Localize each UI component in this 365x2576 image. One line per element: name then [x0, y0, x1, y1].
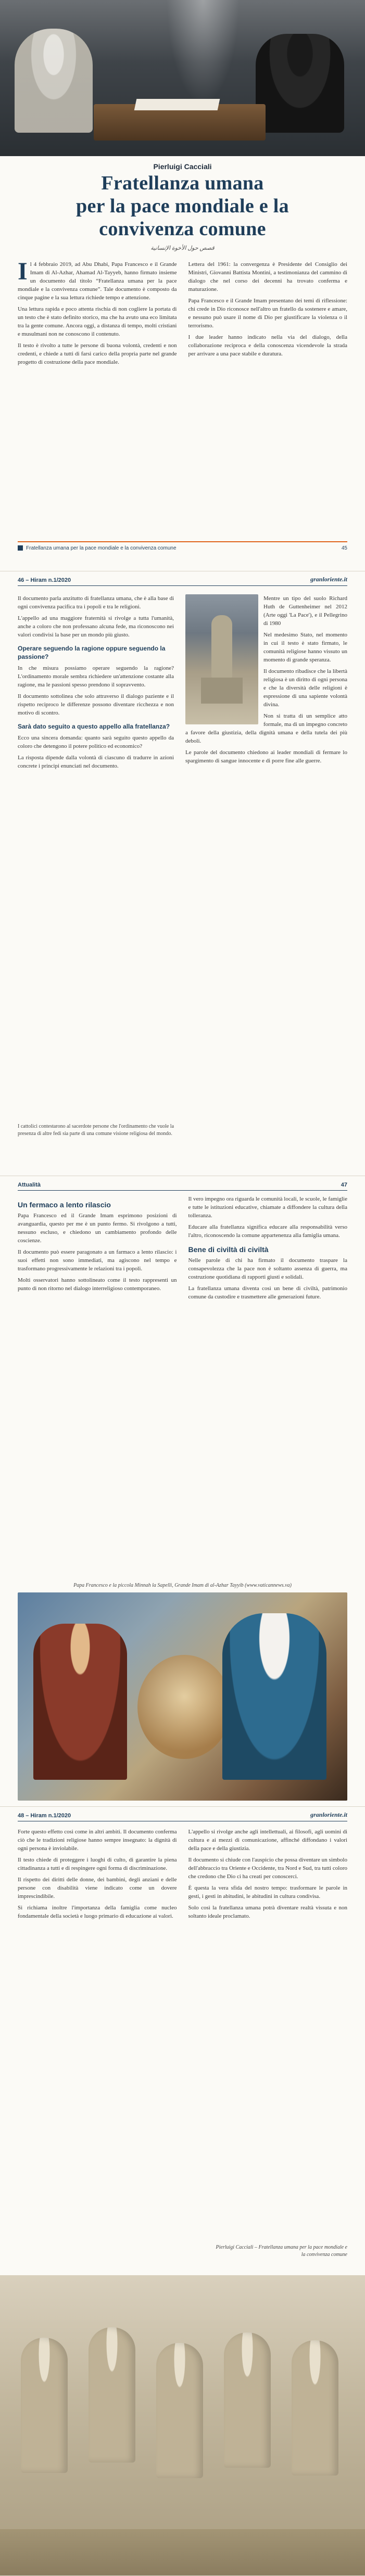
runhead-issue: 48 – Hiram n.1/2020	[18, 1813, 71, 1819]
author-signature: Pierluigi Cacciali – Fratellanza umana per la pace mondiale e la convivenza comune	[216, 2245, 347, 2258]
page-footer	[18, 541, 347, 554]
page-2	[0, 571, 365, 1176]
column-left	[18, 1828, 177, 1923]
article-subtitle: قصص حول الأخوة الإنسانية	[150, 245, 215, 251]
page-number: 47	[341, 1182, 347, 1188]
paragraph: Il documento ribadisce che la libertà religiosa è un diritto di ogni persona e che la diversità delle religioni è espressione di una sapiente volontà divina.	[263, 668, 347, 708]
page-4	[0, 1807, 365, 2576]
article-columns	[18, 1195, 347, 1304]
paragraph: Non si tratta di un semplice atto formale, ma di un impegno concreto a favore della giustizia, della dignità umana e della tutela dei più deboli.	[185, 713, 347, 744]
running-header	[18, 1176, 347, 1191]
paragraph: Ecco una sincera domanda: quanto sarà seguito questo appello da coloro che detengono il potere politico ed economico?	[18, 735, 174, 749]
column-right	[185, 594, 347, 768]
footer-title-text: Fratellanza umana per la pace mondiale e la convivenza comune	[26, 545, 177, 551]
column-left	[18, 260, 177, 489]
paragraph: Nel medesimo Stato, nel momento in cui il testo è stato firmato, le comunità religiose hanno vissuto un momento di grande speranza.	[263, 632, 347, 663]
column-right	[188, 1195, 348, 1304]
page-number: 45	[341, 545, 347, 551]
paragraph: La fratellanza umana diventa così un bene di civiltà, patrimonio comune da custodire e trasmettere alle generazioni future.	[188, 1285, 347, 1300]
paragraph: L'appello ad una maggiore fraternità si rivolge a tutta l'umanità, anche a coloro che non professano alcuna fede, ma riconoscono nei valori condivisi la base per un mondo più giusto.	[18, 615, 174, 638]
section-heading: Un fermaco a lento rilascio	[18, 1201, 111, 1209]
photo-caption: Papa Francesco e la piccola Minnah la Sapelli, Grande Imam di al-Azhar Tayyib (www.vaticannews.va)	[73, 1583, 292, 1588]
paragraph: Papa Francesco ed il Grande Imam esprimono posizioni di avanguardia, questo per me è un punto fermo. Si rivolgono a tutti, nessuno escluso, e chiedono un cambiamento profondo delle coscienze.	[18, 1213, 177, 1244]
paragraph: Nelle parole di chi ha firmato il documento traspare la consapevolezza che la pace non è soltanto assenza di guerra, ma costruzione quotidiana di rapporti giusti e solidali.	[188, 1257, 347, 1280]
paragraph: In che misura possiamo operare seguendo la ragione? L'ordinamento morale sembra richiedere un'attenzione costante alla ragione, ma le passioni spesso prendono il sopravvento.	[18, 665, 174, 688]
paragraph: Lettera del 1961: la convergenza è Presidente del Consiglio dei Ministri, Giovanni Battista Montini, a testimonianza del cammino di dialogo che nel corso dei decenni ha trovato conferma e maturazione.	[188, 261, 347, 292]
article-body	[18, 1195, 347, 1304]
column-left	[18, 1195, 177, 1304]
paragraph: Il testo è rivolto a tutte le persone di buona volontà, credenti e non credenti, e chiede a tutti di farsi carico della propria parte nel grande progetto di costruzione della pace mondiale.	[18, 342, 177, 365]
monument-photo	[185, 594, 258, 724]
hero-light	[167, 0, 240, 104]
runhead-section: Attualità	[18, 1182, 41, 1188]
paragraph: Le parole del documento chiedono ai leader mondiali di fermare lo spargimento di sangue innocente e di porre fine alle guerre.	[185, 749, 347, 764]
title-line-3: convivenza comune	[99, 218, 266, 240]
document-paper	[134, 99, 220, 110]
article-columns	[18, 1828, 347, 1923]
figure-right	[222, 1613, 326, 1780]
paragraph: È questa la vera sfida del nostro tempo: trasformare le parole in gesti, i gesti in abitudini, le abitudini in cultura condivisa.	[188, 1885, 347, 1899]
page-3	[0, 1176, 365, 1807]
relief-figure	[89, 2327, 135, 2463]
relief-sculpture-photo	[0, 2275, 365, 2576]
runhead-site: granloriente.it	[310, 1811, 347, 1818]
paragraph: Il documento sottolinea che solo attraverso il dialogo paziente e il rispetto reciproco le differenze possono diventare ricchezza e non motivo di scontro.	[18, 693, 174, 716]
paragraph: Il 4 febbraio 2019, ad Abu Dhabi, Papa Francesco e il Grande Imam di Al-Azhar, Ahamad Al-Tayyeb, hanno firmato insieme un documento dal titolo “Fratellanza umana per la pace mondiale e la convivenza comune”. Tale documento è composto da cinque pagine e la sua lettura richiede tempo e attenzione.	[18, 258, 177, 301]
paragraph: Solo così la fratellanza umana potrà diventare realtà vissuta e non soltanto ideale proclamato.	[188, 1905, 347, 1919]
figure-dark-robe	[256, 34, 344, 133]
figure-white-robe	[15, 29, 93, 133]
photo-caption: Mentre un tipo del suolo Richard Huth de Guttenheimer nel 2012 (Arte oggi 'La Pace'), e il Pellegrino di 1980	[263, 595, 347, 627]
paragraph: Molti osservatori hanno sottolineato come il testo rappresenti un punto di non ritorno nel dialogo interreligioso contemporaneo.	[18, 1277, 177, 1292]
footnote: I cattolici contestarono al sacerdote persone che l'ordinamento che vuole la presenza di altre fedi sia parte di una comune visione religiosa del mondo.	[18, 1124, 174, 1137]
question-heading: Sarà dato seguito a questo appello alla fratellanza?	[18, 723, 170, 730]
column-right	[188, 1828, 348, 1923]
paragraph: Il documento può essere paragonato a un farmaco a lento rilascio: i suoi effetti non sono immediati, ma agiscono nel tempo e trasformano progressivamente le relazioni tra i popoli.	[18, 1249, 177, 1272]
page-1	[0, 0, 365, 571]
relief-figure	[292, 2340, 338, 2476]
square-icon	[18, 545, 23, 551]
running-header	[18, 571, 347, 586]
paragraph: Si richiama inoltre l'importanza della famiglia come nucleo fondamentale della società e luogo primario di educazione ai valori.	[18, 1905, 177, 1919]
paragraph: Una lettura rapida e poco attenta rischia di non cogliere la portata di un testo che è stato definito storico, ma che ha avuto una eco limitata tra la gente comune. Ancora oggi, a distanza di tempo, molti cristiani e musulmani non ne conoscono il contenuto.	[18, 306, 177, 337]
relief-base	[0, 2529, 365, 2576]
running-header	[18, 1807, 347, 1821]
title-line-1: Fratellanza umana	[101, 172, 264, 194]
article-title	[0, 172, 365, 240]
column-right	[188, 260, 348, 489]
paragraph: Papa Francesco e il Grande Imam presentano dei temi di riflessione: chi crede in Dio riconosce nell'altro un fratello da sostenere e amare, e nessuno può usare il nome di Dio per giustificare la violenza o il terrorismo.	[188, 298, 347, 329]
article-columns	[18, 260, 347, 489]
paragraph: Il documento parla anzitutto di fratellanza umana, che è alla base di ogni convivenza pacifica tra i popoli e tra le religioni.	[18, 595, 174, 610]
section-heading: Bene di civiltà di civiltà	[188, 1245, 269, 1254]
photo-band	[18, 1582, 347, 1801]
paragraph: I due leader hanno indicato nella via del dialogo, della collaborazione reciproca e della conoscenza vicendevole la strada per arrivare a una pace stabile e duratura.	[188, 334, 347, 357]
runhead-issue: 46 – Hiram n.1/2020	[18, 577, 71, 583]
footer-title	[18, 545, 177, 551]
question-heading: Operare seguendo la ragione oppure seguendo la passione?	[18, 645, 166, 660]
runhead-site: granloriente.it	[310, 576, 347, 583]
article-author: Pierluigi Cacciali	[153, 162, 212, 171]
figure-center	[137, 1655, 231, 1759]
paragraph: La risposta dipende dalla volontà di ciascuno di tradurre in azioni concrete i principi enunciati nel documento.	[18, 755, 174, 769]
paragraph: Il testo chiede di proteggere i luoghi di culto, di garantire la piena cittadinanza a tutti e di respingere ogni forma di discriminazione.	[18, 1857, 177, 1871]
paragraph: Il rispetto dei diritti delle donne, dei bambini, degli anziani e delle persone con disabilità viene indicato come un dovere imprescindibile.	[18, 1877, 177, 1899]
paragraph: Il documento si chiude con l'auspicio che possa diventare un simbolo dell'abbraccio tra Oriente e Occidente, tra Nord e Sud, tra tutti coloro che credono che Dio ci ha creati per conoscerci.	[188, 1857, 347, 1880]
paragraph: L'appello si rivolge anche agli intellettuali, ai filosofi, agli uomini di cultura e ai mezzi di comunicazione, affinché diffondano i valori della pace e della giustizia.	[188, 1829, 347, 1852]
hero-photo	[0, 0, 365, 156]
relief-figure	[156, 2343, 203, 2478]
relief-figure	[224, 2332, 271, 2468]
column-left	[18, 594, 174, 773]
paragraph: Educare alla fratellanza significa educare alla responsabilità verso l'altro, riconoscendo la comune appartenenza alla famiglia umana.	[188, 1224, 347, 1239]
paragraph: Il vero impegno ora riguarda le comunità locali, le scuole, le famiglie e tutte le istituzioni educative, chiamate a diffondere la cultura della tolleranza.	[188, 1196, 347, 1219]
encounter-photo	[18, 1592, 347, 1801]
title-line-2: per la pace mondiale e la	[76, 195, 289, 217]
paragraph: Forte questo effetto così come in altri ambiti. Il documento conferma ciò che le tradizioni religiose hanno sempre insegnato: la dignità di ogni persona è inviolabile.	[18, 1829, 177, 1852]
figure-left	[33, 1624, 127, 1780]
relief-figure	[21, 2338, 68, 2473]
